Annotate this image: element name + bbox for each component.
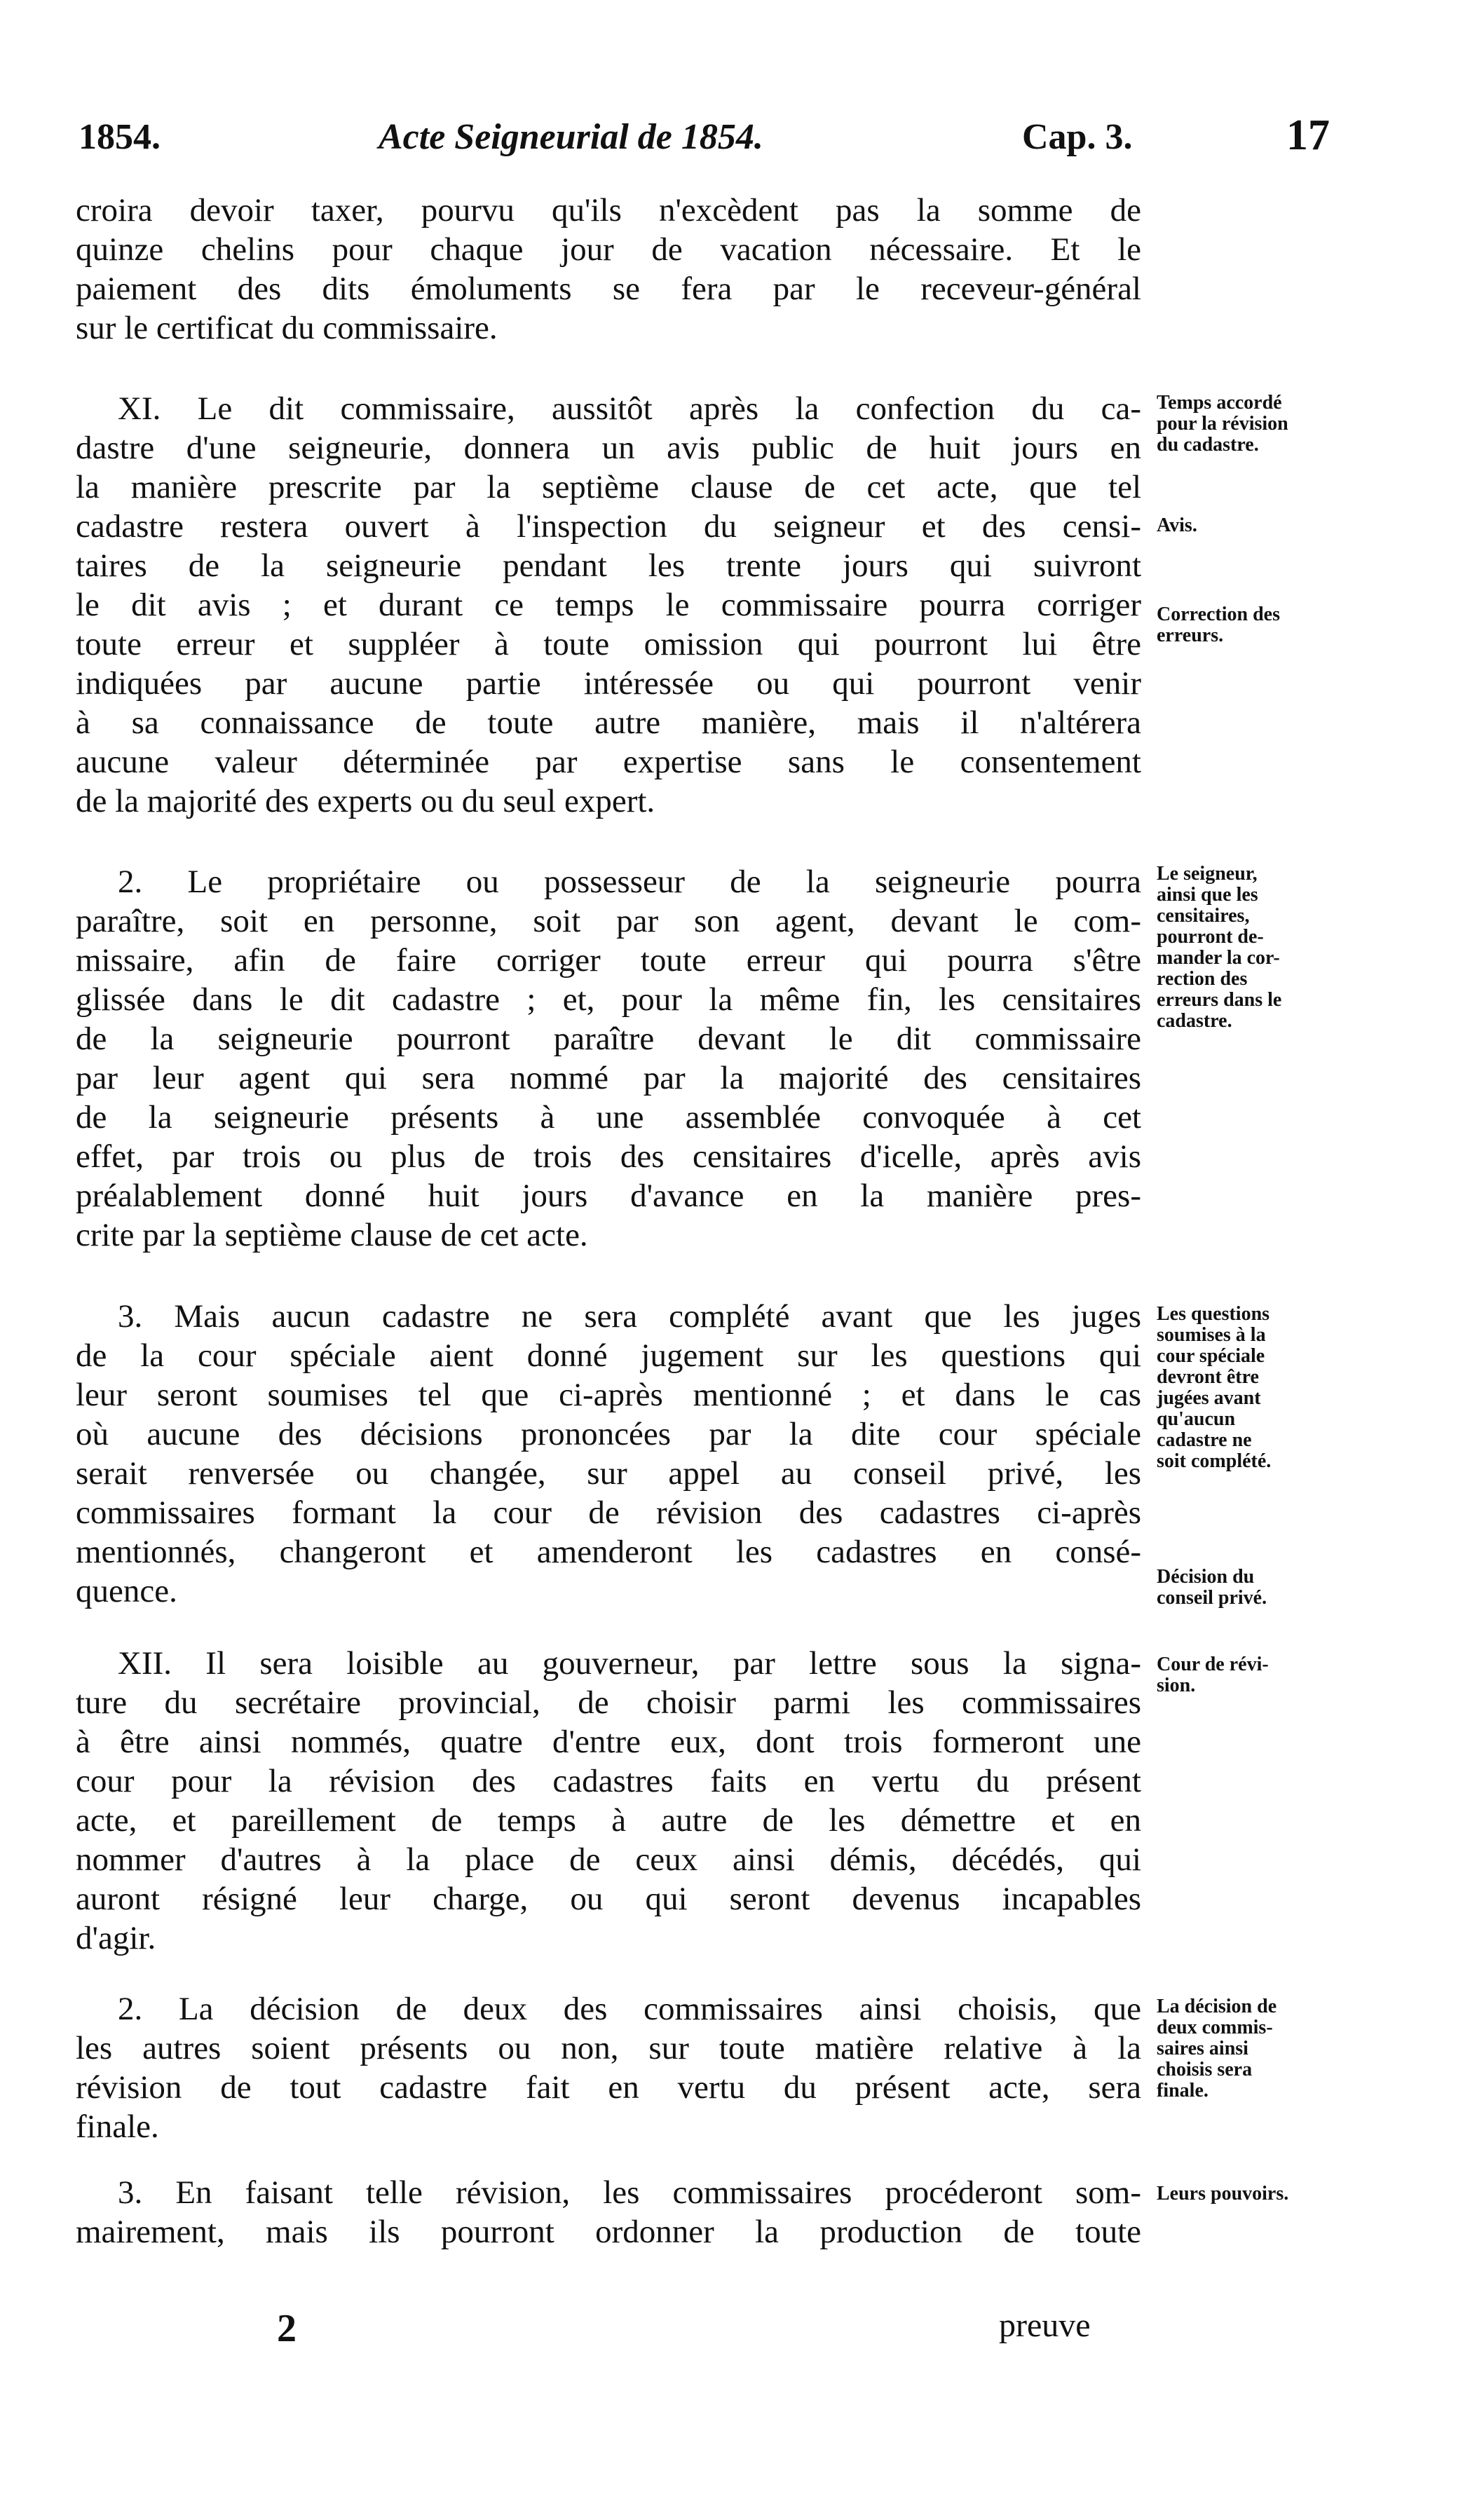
text-line: glissée dans le dit cadastre ; et, pour la même fin, les censitaires [76, 981, 1141, 1018]
margin-note-line: Cour de révi- [1157, 1654, 1269, 1675]
text-line: croira devoir taxer, pourvu qu'ils n'excèdent pas la somme de [76, 192, 1141, 229]
text-line: 2. La décision de deux des commissaires ainsi choisis, que [118, 1991, 1141, 2027]
margin-note-line: erreurs. [1157, 625, 1224, 646]
text-line: XI. Le dit commissaire, aussitôt après la confection du ca- [118, 390, 1141, 427]
margin-note-line: finale. [1157, 2080, 1209, 2101]
margin-note-line: Avis. [1157, 515, 1197, 536]
text-line: aucune valeur déterminée par expertise sans le consentement [76, 744, 1141, 780]
text-line: de la seigneurie pourront paraître devant le dit commissaire [76, 1021, 1141, 1057]
margin-note [1157, 1996, 1367, 2101]
margin-note-line: censitaires, [1157, 905, 1250, 927]
margin-note-line: sion. [1157, 1675, 1196, 1696]
paragraph-xii-2 [76, 1989, 1141, 2146]
margin-note-line: ainsi que les [1157, 884, 1258, 906]
text-line: paiement des dits émoluments se fera par le receveur-général [76, 271, 1141, 307]
paragraph-xi-3 [76, 1297, 1141, 1611]
margin-note-line: du cadastre. [1157, 434, 1259, 456]
text-line: quinze chelins pour chaque jour de vacation nécessaire. Et le [76, 231, 1141, 268]
text-line: auront résigné leur charge, ou qui seront devenus incapables [76, 1881, 1141, 1917]
margin-note-line: Décision du [1157, 1566, 1255, 1588]
margin-note-line: cadastre. [1157, 1010, 1232, 1032]
text-line: d'agir. [76, 1920, 156, 1956]
margin-note-line: cadastre ne [1157, 1429, 1252, 1451]
text-line: effet, par trois ou plus de trois des censitaires d'icelle, après avis [76, 1138, 1141, 1175]
text-line: de la majorité des experts ou du seul expert. [76, 783, 655, 819]
margin-note-line: Les questions [1157, 1303, 1270, 1325]
text-line: sur le certificat du commissaire. [76, 310, 498, 346]
text-line: indiquées par aucune partie intéressée ou qui pourront venir [76, 665, 1141, 702]
margin-note-line: Le seigneur, [1157, 863, 1258, 885]
signature-mark: 2 [277, 2307, 297, 2350]
page-number: 17 [1286, 111, 1330, 159]
text-line: 3. Mais aucun cadastre ne sera complété avant que les juges [118, 1298, 1141, 1335]
text-line: ture du secrétaire provincial, de choisir parmi les commissaires [76, 1684, 1141, 1721]
text-line: mentionnés, changeront et amenderont les cadastres en consé- [76, 1534, 1141, 1570]
margin-note-line: jugées avant [1157, 1387, 1261, 1409]
text-line: taires de la seigneurie pendant les trente jours qui suivront [76, 547, 1141, 584]
margin-note [1157, 864, 1367, 1032]
margin-note-line: Correction des [1157, 604, 1280, 625]
margin-note-line: soit complété. [1157, 1450, 1272, 1472]
text-line: de la cour spéciale aient donné jugement sur les questions qui [76, 1337, 1141, 1374]
margin-note-line: pourront de- [1157, 926, 1264, 948]
margin-note-line: pour la révision [1157, 413, 1288, 435]
margin-note-line: deux commis- [1157, 2017, 1273, 2038]
margin-note [1157, 1304, 1367, 1472]
text-line: missaire, afin de faire corriger toute erreur qui pourra s'être [76, 942, 1141, 979]
text-line: serait renversée ou changée, sur appel au conseil privé, les [76, 1455, 1141, 1492]
margin-note [1157, 393, 1367, 456]
text-line: cour pour la révision des cadastres faits en vertu du présent [76, 1763, 1141, 1799]
header-chapter: Cap. 3. [1022, 117, 1133, 157]
margin-note [1157, 2183, 1367, 2205]
margin-note [1157, 1654, 1367, 1696]
header-title: Acte Seigneurial de 1854. [379, 117, 763, 157]
text-line: les autres soient présents ou non, sur toute matière relative à la [76, 2030, 1141, 2066]
catchword: preuve [999, 2307, 1091, 2344]
paragraph-continuation [76, 191, 1141, 348]
paragraph-xi-2 [76, 862, 1141, 1255]
margin-note-line: conseil privé. [1157, 1587, 1267, 1609]
margin-note-line: mander la cor- [1157, 947, 1280, 969]
margin-note [1157, 1567, 1367, 1609]
margin-note-line: erreurs dans le [1157, 989, 1282, 1011]
margin-note [1157, 515, 1367, 536]
margin-note-line: rection des [1157, 968, 1248, 990]
text-line: le dit avis ; et durant ce temps le commissaire pourra corriger [76, 587, 1141, 623]
text-line: XII. Il sera loisible au gouverneur, par lettre sous la signa- [118, 1645, 1141, 1682]
margin-note-line: cour spéciale [1157, 1345, 1265, 1367]
text-line: mairement, mais ils pourront ordonner la production de toute [76, 2214, 1141, 2250]
text-line: 2. Le propriétaire ou possesseur de la seigneurie pourra [118, 864, 1141, 900]
text-line: nommer d'autres à la place de ceux ainsi démis, décédés, qui [76, 1841, 1141, 1878]
text-line: où aucune des décisions prononcées par la dite cour spéciale [76, 1416, 1141, 1452]
margin-note-line: La décision de [1157, 1996, 1277, 2017]
text-line: acte, et pareillement de temps à autre de les démettre et en [76, 1802, 1141, 1839]
text-line: leur seront soumises tel que ci-après mentionné ; et dans le cas [76, 1377, 1141, 1413]
margin-note-line: saires ainsi [1157, 2038, 1248, 2059]
text-line: par leur agent qui sera nommé par la majorité des censitaires [76, 1060, 1141, 1096]
paragraph-section-xi [76, 389, 1141, 821]
text-line: à être ainsi nommés, quatre d'entre eux, dont trois formeront une [76, 1724, 1141, 1760]
margin-note-line: choisis sera [1157, 2059, 1253, 2080]
margin-note-line: soumises à la [1157, 1324, 1266, 1346]
text-line: la manière prescrite par la septième clause de cet acte, que tel [76, 469, 1141, 505]
paragraph-xii-3 [76, 2173, 1141, 2251]
text-line: à sa connaissance de toute autre manière, mais il n'altérera [76, 704, 1141, 741]
margin-note-line: Leurs pouvoirs. [1157, 2183, 1289, 2205]
header-year: 1854. [79, 117, 161, 157]
margin-note [1157, 604, 1367, 646]
text-line: quence. [76, 1573, 177, 1609]
text-line: 3. En faisant telle révision, les commissaires procéderont som- [118, 2174, 1141, 2211]
text-line: finale. [76, 2108, 159, 2145]
text-line: dastre d'une seigneurie, donnera un avis public de huit jours en [76, 430, 1141, 466]
text-line: révision de tout cadastre fait en vertu du présent acte, sera [76, 2069, 1141, 2106]
text-line: toute erreur et suppléer à toute omission qui pourront lui être [76, 626, 1141, 662]
text-line: paraître, soit en personne, soit par son agent, devant le com- [76, 903, 1141, 939]
text-line: préalablement donné huit jours d'avance en la manière pres- [76, 1178, 1141, 1214]
text-line: cadastre restera ouvert à l'inspection du seigneur et des censi- [76, 508, 1141, 545]
text-line: crite par la septième clause de cet acte. [76, 1217, 588, 1253]
margin-note-line: Temps accordé [1157, 392, 1282, 414]
text-line: de la seigneurie présents à une assemblée convoquée à cet [76, 1099, 1141, 1136]
text-line: commissaires formant la cour de révision des cadastres ci-après [76, 1494, 1141, 1531]
margin-note-line: devront être [1157, 1366, 1259, 1388]
paragraph-section-xii [76, 1644, 1141, 1958]
margin-note-line: qu'aucun [1157, 1408, 1236, 1430]
